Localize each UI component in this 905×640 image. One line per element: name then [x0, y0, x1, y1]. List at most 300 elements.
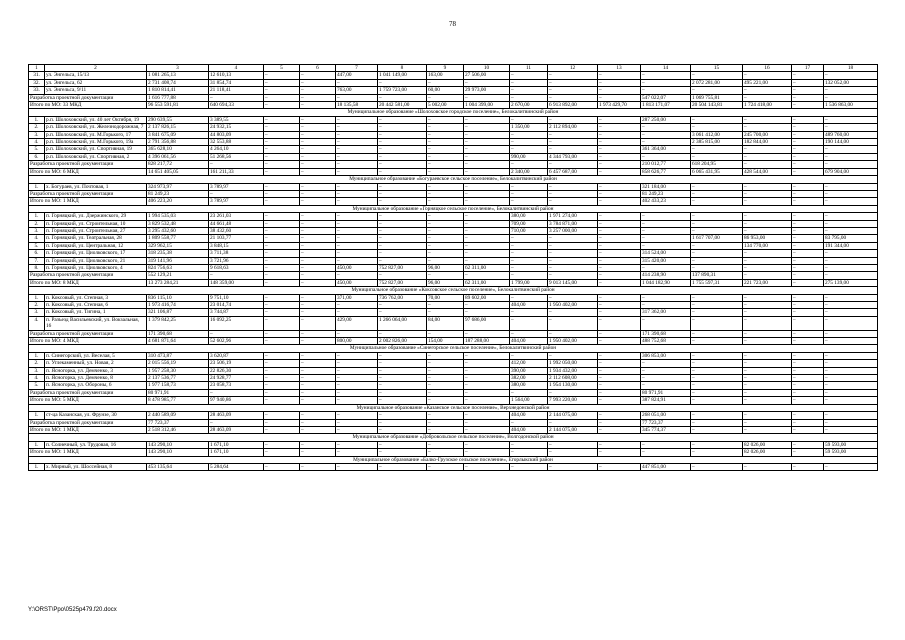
column-number: 16 [743, 65, 792, 72]
table-cell: – [378, 227, 427, 234]
table-cell: – [209, 419, 264, 426]
table-cell: – [378, 426, 427, 433]
table-cell: – [792, 412, 824, 419]
table-cell: – [598, 302, 641, 309]
table-cell: – [378, 190, 427, 197]
table-cell: – [691, 449, 743, 456]
table-cell: – [378, 257, 427, 264]
address-cell: п. Горняцкий, ул. Центральная, 12 [45, 242, 147, 249]
table-cell: 97 940,86 [209, 397, 264, 404]
table-cell: 3 789,97 [209, 198, 264, 205]
table-cell: – [641, 382, 691, 389]
table-cell: – [743, 302, 792, 309]
table-cell: – [598, 389, 641, 396]
summary-label: Разработка проектной документации [29, 161, 147, 168]
table-cell: 2 002 826,00 [378, 338, 427, 345]
summary-label: Разработка проектной документации [29, 272, 147, 279]
table-cell: 80 971,91 [147, 389, 209, 396]
table-cell: – [691, 360, 743, 367]
table-cell: – [264, 294, 300, 301]
table-cell: – [209, 161, 264, 168]
table-cell: – [641, 294, 691, 301]
table-cell: – [336, 463, 378, 470]
table-cell: – [464, 235, 510, 242]
table-cell: – [464, 242, 510, 249]
table-cell: – [548, 449, 598, 456]
table-cell: – [264, 367, 300, 374]
table-cell: – [792, 309, 824, 316]
table-row [29, 146, 878, 153]
table-cell: 6 913 892,00 [548, 102, 598, 109]
table-cell: – [336, 161, 378, 168]
table-cell: – [641, 302, 691, 309]
address-cell: п. Разъезд Васильевский, ул. Вокзальная, 16 [45, 316, 147, 330]
table-cell: – [510, 294, 548, 301]
table-cell: – [691, 220, 743, 227]
table-cell: – [792, 139, 824, 146]
table-cell: – [548, 72, 598, 79]
municipality-section-row [29, 109, 878, 116]
row-number: 3. [29, 367, 45, 374]
table-row [29, 131, 878, 138]
table-cell: 1 069 755,81 [691, 94, 743, 101]
table-cell: – [792, 463, 824, 470]
table-cell: – [464, 419, 510, 426]
table-cell: – [264, 250, 300, 257]
summary-label: Итого по МО: 1 МКД [29, 449, 147, 456]
summary-row [29, 426, 878, 433]
table-cell: 86 953,00 [743, 235, 792, 242]
table-cell: – [464, 220, 510, 227]
table-cell: 21 118,41 [209, 87, 264, 94]
table-cell: 390,00 [510, 367, 548, 374]
table-cell: – [691, 264, 743, 271]
address-cell: п. Коксовый, ул. Степная, 6 [45, 302, 147, 309]
summary-label: Разработка проектной документации [29, 94, 147, 101]
table-cell: – [598, 441, 641, 448]
table-cell: – [264, 412, 300, 419]
table-cell: – [510, 449, 548, 456]
table-cell: 154,00 [427, 338, 464, 345]
section-title: Муниципальное образование «Синегорское сельское поселение», Белокалитвинский район [29, 345, 878, 352]
row-number: 33. [29, 87, 45, 94]
table-cell: – [792, 330, 824, 337]
table-cell: – [427, 352, 464, 359]
table-cell: – [510, 235, 548, 242]
table-cell: 82 026,00 [743, 449, 792, 456]
table-cell: – [300, 382, 336, 389]
table-cell: – [792, 242, 824, 249]
table-cell: 404,00 [510, 302, 548, 309]
table-cell: – [336, 375, 378, 382]
table-cell: 1 755 597,31 [691, 279, 743, 286]
table-cell: – [792, 419, 824, 426]
table-cell: – [792, 397, 824, 404]
address-cell: х. Мирный, ул. Шоссейная, 8 [45, 463, 147, 470]
table-cell: – [464, 360, 510, 367]
row-number: 5. [29, 382, 45, 389]
table-cell: 414 238,90 [641, 272, 691, 279]
table-cell: – [548, 235, 598, 242]
table-cell: – [336, 441, 378, 448]
table-cell: – [264, 375, 300, 382]
table-cell: – [378, 161, 427, 168]
table-cell: – [510, 330, 548, 337]
table-cell: – [378, 352, 427, 359]
table-cell: – [598, 161, 641, 168]
table-cell: – [427, 183, 464, 190]
table-cell: – [464, 272, 510, 279]
table-cell: – [427, 139, 464, 146]
table-row [29, 375, 878, 382]
table-cell: – [336, 146, 378, 153]
table-cell: – [464, 227, 510, 234]
table-cell: – [691, 352, 743, 359]
table-cell: 28 463,09 [209, 412, 264, 419]
table-cell: – [598, 316, 641, 330]
table-cell: – [336, 220, 378, 227]
table-cell: – [378, 242, 427, 249]
table-cell: – [336, 426, 378, 433]
table-cell: – [464, 389, 510, 396]
column-number: 13 [598, 65, 641, 72]
table-cell: – [378, 302, 427, 309]
address-cell: п. Горняцкий, ул. Строительная, 10 [45, 220, 147, 227]
table-cell: 20 442 581,00 [378, 102, 427, 109]
table-cell: 44 661,48 [209, 220, 264, 227]
table-cell: – [336, 79, 378, 86]
table-cell: – [300, 397, 336, 404]
table-cell: – [378, 183, 427, 190]
table-cell: – [824, 360, 878, 367]
row-number: 1. [29, 213, 45, 220]
table-cell: – [264, 168, 300, 175]
table-cell: – [598, 79, 641, 86]
table-cell: – [300, 264, 336, 271]
table-cell: – [427, 330, 464, 337]
table-cell: – [792, 220, 824, 227]
table-cell: – [510, 250, 548, 257]
table-cell: – [336, 382, 378, 389]
table-cell: – [824, 419, 878, 426]
table-cell: – [743, 419, 792, 426]
table-cell: – [691, 389, 743, 396]
table-cell: – [598, 190, 641, 197]
table-cell: 306 853,00 [641, 352, 691, 359]
table-cell: – [792, 183, 824, 190]
table-cell: – [510, 463, 548, 470]
table-cell: – [548, 389, 598, 396]
summary-row [29, 102, 878, 109]
table-cell: 321 184,00 [641, 183, 691, 190]
table-cell: – [378, 235, 427, 242]
table-cell: – [264, 309, 300, 316]
table-cell: – [792, 102, 824, 109]
table-cell: – [209, 94, 264, 101]
table-cell: – [264, 94, 300, 101]
table-cell: – [464, 183, 510, 190]
table-cell: 710,00 [510, 227, 548, 234]
table-cell: 4 681 871,64 [147, 338, 209, 345]
table-cell: 9 618,63 [209, 264, 264, 271]
table-cell: 2 791 356,88 [147, 139, 209, 146]
table-cell: – [427, 375, 464, 382]
table-cell: – [427, 367, 464, 374]
table-cell: – [598, 235, 641, 242]
table-cell: – [264, 382, 300, 389]
table-cell: 318 235,38 [147, 250, 209, 257]
table-cell: – [464, 352, 510, 359]
table-cell: – [264, 426, 300, 433]
table-cell: 2 015 556,19 [147, 360, 209, 367]
row-number: 1. [29, 441, 45, 448]
table-cell: – [691, 227, 743, 234]
table-cell: – [427, 242, 464, 249]
table-cell: – [264, 449, 300, 456]
column-number: 5 [264, 65, 300, 72]
table-cell: 7 993 220,00 [548, 397, 598, 404]
table-cell: 1 810 814,41 [147, 87, 209, 94]
row-number: 2. [29, 302, 45, 309]
table-cell: – [464, 94, 510, 101]
table-cell: 1 950 402,00 [548, 338, 598, 345]
table-cell: – [792, 279, 824, 286]
table-cell: – [336, 131, 378, 138]
table-cell: – [743, 227, 792, 234]
table-cell: 24 932,15 [209, 124, 264, 131]
summary-row [29, 272, 878, 279]
table-cell: – [598, 375, 641, 382]
municipality-section-row [29, 434, 878, 441]
table-cell: – [464, 330, 510, 337]
table-cell: – [598, 153, 641, 160]
table-cell: – [598, 426, 641, 433]
table-cell: 191 344,00 [824, 242, 878, 249]
section-title: Муниципальное образование «Богураевское сельское поселение», Белокалитвинский район [29, 176, 878, 183]
table-cell: – [464, 198, 510, 205]
table-cell: 132 052,00 [824, 79, 878, 86]
table-cell: – [464, 375, 510, 382]
table-row [29, 220, 878, 227]
table-cell: – [824, 352, 878, 359]
table-cell: – [427, 79, 464, 86]
table-cell: 3 711,38 [209, 250, 264, 257]
table-cell: – [464, 397, 510, 404]
row-number: 1. [29, 352, 45, 359]
table-cell: – [792, 94, 824, 101]
table-cell: – [264, 72, 300, 79]
table-cell: 84,00 [427, 316, 464, 330]
table-cell: – [691, 116, 743, 123]
table-cell: 317 362,00 [641, 309, 691, 316]
table-cell: – [743, 316, 792, 330]
summary-label: Итого по МО: 33 МКД [29, 102, 147, 109]
table-cell: 489 760,00 [824, 131, 878, 138]
table-cell: – [300, 161, 336, 168]
table-cell: – [264, 316, 300, 330]
table-cell: 1 759 723,00 [378, 87, 427, 94]
table-cell: 365 628,10 [147, 146, 209, 153]
column-number: 15 [691, 65, 743, 72]
table-cell: – [378, 360, 427, 367]
table-cell: 9 013 145,00 [548, 279, 598, 286]
table-cell: – [427, 382, 464, 389]
table-cell: – [792, 168, 824, 175]
table-cell: – [510, 146, 548, 153]
table-cell: – [464, 161, 510, 168]
table-cell: – [743, 397, 792, 404]
table-cell: – [743, 367, 792, 374]
table-cell: – [264, 198, 300, 205]
table-cell: 736 762,00 [378, 294, 427, 301]
table-cell: – [464, 146, 510, 153]
table-cell: 2 137 536,77 [147, 375, 209, 382]
table-cell: – [300, 168, 336, 175]
table-cell: – [824, 220, 878, 227]
table-cell: – [792, 190, 824, 197]
table-cell: – [300, 352, 336, 359]
row-number: 1. [29, 116, 45, 123]
table-cell: – [510, 198, 548, 205]
table-cell: 16 092,25 [209, 316, 264, 330]
section-title: Муниципальное образование «Казанское сельское поселение», Верхнедонской район [29, 404, 878, 411]
table-cell: – [548, 131, 598, 138]
address-cell: р.п. Шолоховский, ул. Спортивная, 2 [45, 153, 147, 160]
summary-row [29, 168, 878, 175]
summary-label: Итого по МО: 6 МКД [29, 168, 147, 175]
table-cell: – [300, 302, 336, 309]
table-cell: – [264, 264, 300, 271]
table-cell: – [300, 94, 336, 101]
table-cell: 182 844,00 [743, 139, 792, 146]
table-cell: – [264, 302, 300, 309]
table-cell: – [336, 168, 378, 175]
table-cell: – [743, 338, 792, 345]
table-row [29, 72, 878, 79]
table-cell: 2 072 281,00 [691, 79, 743, 86]
table-cell: – [548, 463, 598, 470]
table-cell: 3 061 412,00 [691, 131, 743, 138]
table-cell: – [792, 257, 824, 264]
table-cell: 80 971,91 [641, 389, 691, 396]
table-row [29, 382, 878, 389]
table-cell: – [378, 389, 427, 396]
table-cell: – [378, 94, 427, 101]
table-cell: – [792, 449, 824, 456]
table-cell: – [300, 330, 336, 337]
table-cell: 3 848,15 [209, 242, 264, 249]
table-cell: – [598, 146, 641, 153]
table-cell: 59 593,00 [824, 441, 878, 448]
table-cell: 404,00 [510, 338, 548, 345]
table-cell: – [510, 257, 548, 264]
table-cell: – [743, 360, 792, 367]
table-cell: – [209, 330, 264, 337]
table-cell: – [824, 338, 878, 345]
table-cell: – [792, 227, 824, 234]
summary-row [29, 161, 878, 168]
table-cell: 9 751,10 [209, 294, 264, 301]
row-number: 6. [29, 153, 45, 160]
table-cell: 2 144 075,00 [548, 412, 598, 419]
table-cell: – [691, 153, 743, 160]
table-cell: – [792, 213, 824, 220]
table-cell: – [264, 213, 300, 220]
table-cell: – [691, 198, 743, 205]
row-number: 4. [29, 375, 45, 382]
table-cell: 275 139,00 [824, 279, 878, 286]
table-cell: – [548, 198, 598, 205]
table-cell: 552 129,21 [147, 272, 209, 279]
table-cell: – [691, 72, 743, 79]
table-cell: – [691, 146, 743, 153]
table-cell: 210 012,77 [641, 161, 691, 168]
table-cell: 752 827,00 [378, 279, 427, 286]
table-cell: 1 724 418,00 [743, 102, 792, 109]
table-cell: – [691, 242, 743, 249]
table-cell: – [824, 87, 878, 94]
column-number: 10 [464, 65, 510, 72]
table-cell: – [300, 139, 336, 146]
table-cell: 97 686,00 [464, 316, 510, 330]
table-cell: 171 390,68 [641, 330, 691, 337]
table-cell: 1 950 402,00 [548, 302, 598, 309]
table-cell: 62 311,00 [464, 279, 510, 286]
table-cell: – [264, 161, 300, 168]
table-cell: – [548, 257, 598, 264]
section-title: Муниципальное образование «Добровольское сельское поселение», Волгодонской район [29, 434, 878, 441]
table-cell: 752 827,00 [378, 264, 427, 271]
table-cell: 3 721,96 [209, 257, 264, 264]
table-cell: – [427, 124, 464, 131]
column-number: 17 [792, 65, 824, 72]
table-cell: – [300, 279, 336, 286]
table-cell: – [691, 87, 743, 94]
table-cell: – [792, 87, 824, 94]
table-cell: – [264, 139, 300, 146]
table-cell: – [641, 131, 691, 138]
column-number: 8 [378, 65, 427, 72]
table-cell: – [641, 220, 691, 227]
table-cell: – [691, 190, 743, 197]
table-cell: – [598, 294, 641, 301]
row-number: 8. [29, 264, 45, 271]
table-cell: – [264, 220, 300, 227]
table-cell: – [641, 72, 691, 79]
table-cell: 3 841 675,09 [147, 131, 209, 138]
table-cell: – [743, 389, 792, 396]
row-number: 3. [29, 309, 45, 316]
table-cell: – [824, 213, 878, 220]
table-cell: – [598, 419, 641, 426]
table-cell: – [548, 419, 598, 426]
table-cell: – [427, 227, 464, 234]
table-cell: 3 257 000,00 [548, 227, 598, 234]
table-cell: – [743, 153, 792, 160]
table-cell: – [598, 72, 641, 79]
table-cell: – [427, 441, 464, 448]
table-cell: – [548, 183, 598, 190]
address-cell: р.п. Шолоховский, ул. Спортивная, 19 [45, 146, 147, 153]
table-cell: 1 973 416,74 [147, 302, 209, 309]
table-cell: – [427, 272, 464, 279]
table-cell: 429,00 [336, 316, 378, 330]
address-cell: ул. Энгельса, 9/11 [45, 87, 147, 94]
municipality-section-row [29, 205, 878, 212]
table-cell: – [336, 257, 378, 264]
table-cell: – [743, 272, 792, 279]
table-cell: 23 261,03 [209, 213, 264, 220]
